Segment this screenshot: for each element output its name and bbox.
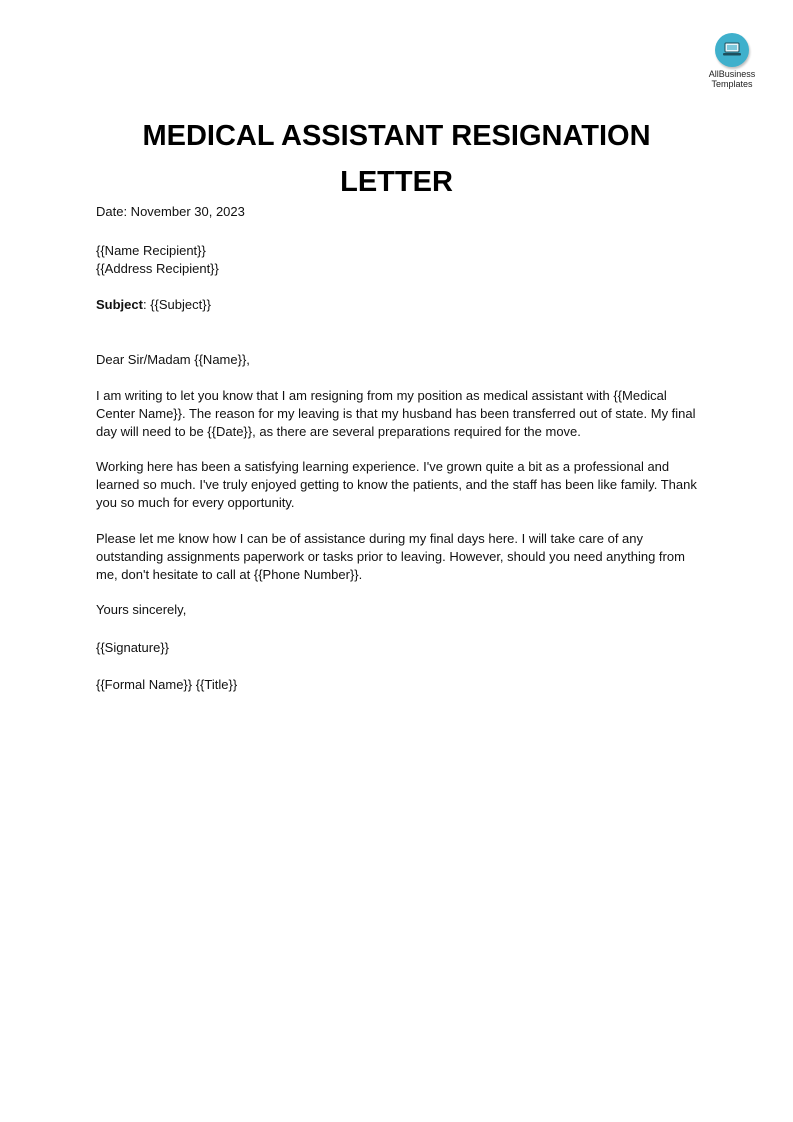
salutation-text: Dear Sir/Madam {{Name}}, (96, 352, 250, 367)
formal-name (96, 676, 701, 694)
date-line (96, 203, 701, 221)
paragraph-1 (96, 387, 701, 441)
paragraph-3-text: Please let me know how I can be of assistance during my final days here. I will take care of any outstanding assignments paperwork or tasks prior to leaving. However, should you need anything from me, don't hesitate to call at {{Phone Number}}. (96, 531, 685, 582)
logo-text-line1: AllBusiness (708, 69, 756, 79)
formal-name-text: {{Formal Name}} {{Title}} (96, 677, 238, 692)
subject-line (96, 296, 701, 314)
title-line-2: LETTER (340, 166, 453, 198)
date-text: Date: November 30, 2023 (96, 204, 245, 219)
recipient-address: {{Address Recipient}} (96, 261, 219, 276)
recipient-block (96, 242, 701, 278)
salutation (96, 351, 701, 369)
recipient-name: {{Name Recipient}} (96, 243, 206, 258)
paragraph-3 (96, 530, 701, 584)
signature-text: {{Signature}} (96, 640, 170, 655)
subject-value: {{Subject}} (150, 297, 211, 312)
logo-text-line2: Templates (711, 79, 753, 89)
subject-separator: : (142, 297, 151, 312)
paragraph-2-text: Working here has been a satisfying learning experience. I've grown quite a bit as a professional and learned so much. I've truly enjoyed getting to know the patients, and the staff has been like family. Thank you so much for every opportunity. (96, 459, 697, 510)
document-title (96, 113, 697, 205)
paragraph-2 (96, 458, 701, 512)
subject-label: Subject (96, 297, 143, 312)
signature (96, 639, 701, 657)
title-line-1: MEDICAL ASSISTANT RESIGNATION (142, 120, 651, 152)
allbusiness-templates-logo (700, 33, 764, 89)
paragraph-1-text: I am writing to let you know that I am resigning from my position as medical assistant with {{Medical Center Name}}. The reason for my leaving is that my husband has been transferred out of state. My final day will need to be {{Date}}, as there are several preparations required for the move. (96, 388, 696, 439)
closing (96, 601, 701, 619)
logo-circle (715, 33, 749, 67)
closing-text: Yours sincerely, (96, 602, 187, 617)
